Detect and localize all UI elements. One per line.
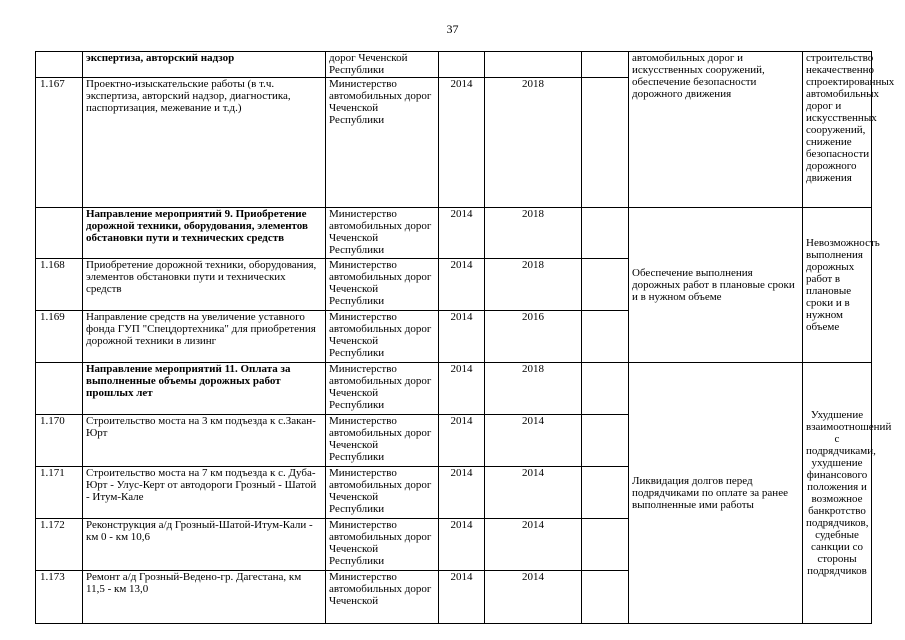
end-year: 2016	[485, 311, 582, 363]
start-year: 2014	[439, 571, 485, 624]
start-year: 2014	[439, 208, 485, 259]
direction-heading: Направление мероприятий 11. Оплата за выполненные объемы дорожных работ прошлых лет	[83, 363, 326, 415]
consequence: строительство некачественно спроектированных автомобильных дорог и искусственных сооружений, снижение безопасности дорожного движения	[803, 52, 872, 208]
end-year: 2014	[485, 519, 582, 571]
expected-result: Ликвидация долгов перед подрядчиками по оплате за ранее выполненные ими работы	[629, 363, 803, 624]
row-number	[36, 208, 83, 259]
end-year: 2014	[485, 467, 582, 519]
empty-cell	[582, 311, 629, 363]
end-year: 2014	[485, 571, 582, 624]
empty-cell	[582, 571, 629, 624]
executor: Министерство автомобильных дорог Чеченской Республики	[326, 78, 439, 208]
program-table	[35, 51, 895, 624]
empty-cell	[582, 415, 629, 467]
activity-name: Направление средств на увеличение уставного фонда ГУП "Спецдортехника" для приобретения дорожной техники в лизинг	[83, 311, 326, 363]
row-number: 1.172	[36, 519, 83, 571]
table-row	[36, 52, 872, 78]
activity-name: Реконструкция а/д Грозный-Шатой-Итум-Кали - км 0 - км 10,6	[83, 519, 326, 571]
start-year: 2014	[439, 311, 485, 363]
expected-result: автомобильных дорог и искусственных сооружений, обеспечение безопасности дорожного движения	[629, 52, 803, 208]
start-year: 2014	[439, 519, 485, 571]
executor: Министерство автомобильных дорог Чеченской Республики	[326, 311, 439, 363]
empty-cell	[582, 208, 629, 259]
activity-name: Приобретение дорожной техники, оборудования, элементов обстановки пути и технических средств	[83, 259, 326, 311]
start-year: 2014	[439, 363, 485, 415]
row-number	[36, 52, 83, 78]
executor: Министерство автомобильных дорог Чеченской Республики	[326, 208, 439, 259]
empty-cell	[582, 467, 629, 519]
table-row	[36, 208, 872, 259]
start-year	[439, 52, 485, 78]
row-number: 1.171	[36, 467, 83, 519]
consequence: Невозможность выполнения дорожных работ в плановые сроки и в нужном объеме	[803, 208, 872, 363]
row-number: 1.173	[36, 571, 83, 624]
start-year: 2014	[439, 78, 485, 208]
activity-name: экспертиза, авторский надзор	[83, 52, 326, 78]
end-year	[485, 52, 582, 78]
start-year: 2014	[439, 415, 485, 467]
empty-cell	[582, 78, 629, 208]
expected-result: Обеспечение выполнения дорожных работ в плановые сроки и в нужном объеме	[629, 208, 803, 363]
consequence: Ухудшение взаимоотношений с подрядчиками, ухудшение финансового положения и возможное банкротство подрядчиков, судебные санкции со стороны подрядчиков	[803, 363, 872, 624]
executor: Министерство автомобильных дорог Чеченской Республики	[326, 363, 439, 415]
table-row	[36, 363, 872, 415]
end-year: 2018	[485, 208, 582, 259]
executor: Министерство автомобильных дорог Чеченской Республики	[326, 467, 439, 519]
executor: Министерство автомобильных дорог Чеченской Республики	[326, 259, 439, 311]
executor: дорог Чеченской Республики	[326, 52, 439, 78]
start-year: 2014	[439, 259, 485, 311]
end-year: 2018	[485, 259, 582, 311]
activity-name: Строительство моста на 3 км подъезда к с.Закан-Юрт	[83, 415, 326, 467]
executor: Министерство автомобильных дорог Чеченской	[326, 571, 439, 624]
row-number: 1.170	[36, 415, 83, 467]
empty-cell	[582, 52, 629, 78]
row-number: 1.167	[36, 78, 83, 208]
executor: Министерство автомобильных дорог Чеченской Республики	[326, 415, 439, 467]
empty-cell	[582, 259, 629, 311]
row-number: 1.169	[36, 311, 83, 363]
end-year: 2018	[485, 363, 582, 415]
activity-name: Ремонт а/д Грозный-Ведено-гр. Дагестана, км 11,5 - км 13,0	[83, 571, 326, 624]
empty-cell	[582, 519, 629, 571]
end-year: 2018	[485, 78, 582, 208]
empty-cell	[582, 363, 629, 415]
end-year: 2014	[485, 415, 582, 467]
page-number: 37	[446, 22, 459, 36]
activity-name: Строительство моста на 7 км подъезда к с. Дуба-Юрт - Улус-Керт от автодороги Грозный - Шатой - Итум-Кале	[83, 467, 326, 519]
direction-heading: Направление мероприятий 9. Приобретение дорожной техники, оборудования, элементов обстановки пути и технических средств	[83, 208, 326, 259]
row-number	[36, 363, 83, 415]
row-number: 1.168	[36, 259, 83, 311]
start-year: 2014	[439, 467, 485, 519]
executor: Министерство автомобильных дорог Чеченской Республики	[326, 519, 439, 571]
activity-name: Проектно-изыскательские работы (в т.ч. экспертиза, авторский надзор, диагностика, паспортизация, межевание и т.д.)	[83, 78, 326, 208]
